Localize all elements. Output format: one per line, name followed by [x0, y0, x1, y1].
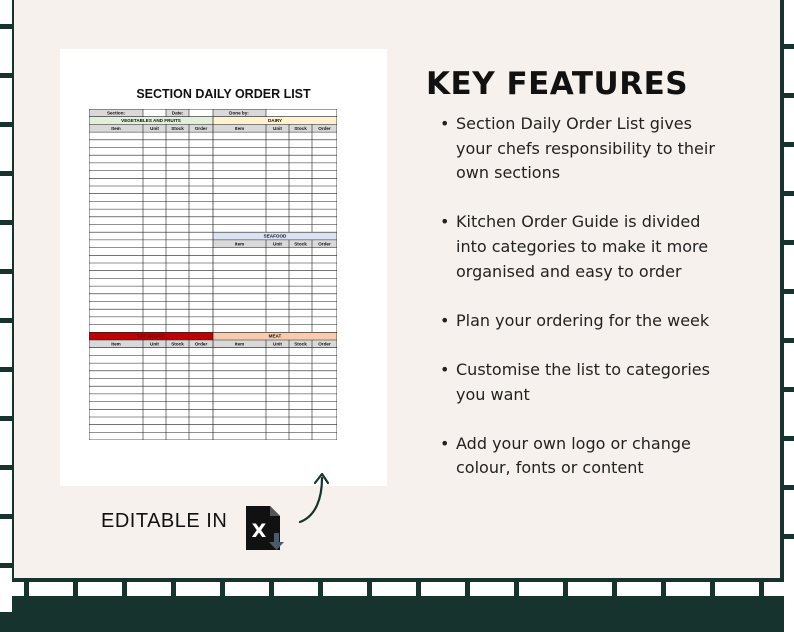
frame-brick — [0, 0, 12, 24]
frame-brick — [784, 245, 794, 289]
feature-gap — [440, 186, 740, 211]
frame-brick — [617, 582, 661, 596]
frame-brick — [764, 582, 794, 596]
excel-download-icon — [240, 503, 288, 555]
editable-in-label: EDITABLE IN — [101, 510, 228, 532]
table-text: Item — [111, 125, 121, 131]
frame-brick — [666, 582, 710, 596]
table-text: DRY GOODS — [137, 333, 165, 339]
table-text: SEAFOOD — [263, 233, 287, 239]
feature-line: organised and easy to order — [456, 261, 682, 281]
feature-item — [440, 432, 740, 481]
table-text: Stock — [294, 125, 307, 131]
frame-brick — [715, 582, 759, 596]
frame-brick — [0, 29, 12, 73]
frame-brick — [784, 294, 794, 338]
features-title: KEY FEATURES — [426, 66, 689, 102]
table-text: Order — [194, 125, 208, 131]
table-text: Order — [318, 125, 331, 131]
curved-arrow-icon — [292, 468, 332, 528]
table-text: MEAT — [268, 333, 282, 339]
feature-item — [440, 309, 740, 334]
frame-brick — [784, 196, 794, 240]
frame-brick — [0, 274, 12, 318]
feature-gap — [440, 284, 740, 309]
feature-line: • Plan your ordering for the week — [456, 310, 710, 330]
table-text: Unit — [150, 341, 159, 347]
frame-brick — [0, 372, 12, 416]
frame-brick — [784, 0, 794, 44]
feature-line: your chefs responsibility to their — [456, 138, 715, 158]
table-text: Unit — [273, 241, 282, 247]
table-text: Unit — [273, 125, 282, 131]
table-text: Order — [194, 341, 208, 347]
frame-brick — [29, 582, 73, 596]
feature-line: • Kitchen Order Guide is divided — [456, 212, 701, 232]
table-text: Done by: — [229, 110, 249, 116]
table-text: Item — [234, 241, 245, 247]
feature-line: • Section Daily Order List gives — [456, 114, 692, 133]
frame-brick — [0, 176, 12, 220]
frame-brick — [0, 519, 12, 563]
table-text: Section: — [106, 110, 126, 116]
frame-brick — [372, 582, 416, 596]
table-text: Item — [111, 341, 121, 347]
frame-brick — [784, 441, 794, 485]
frame-brick — [0, 421, 12, 465]
feature-line: into categories to make it more — [456, 236, 709, 256]
feature-gap — [440, 333, 740, 358]
frame-brick — [784, 49, 794, 93]
frame-brick — [0, 225, 12, 269]
table-text: VEGETABLES AND FRUITS — [121, 118, 181, 124]
feature-item — [440, 112, 740, 186]
frame-brick — [225, 582, 269, 596]
feature-line: own sections — [456, 163, 561, 183]
frame-brick — [784, 539, 794, 583]
table-text: Item — [234, 341, 245, 347]
frame-brick — [78, 582, 122, 596]
frame-brick — [0, 582, 24, 596]
frame-brick — [0, 78, 12, 122]
frame-brick — [274, 582, 318, 596]
feature-line: colour, fonts or content — [456, 458, 644, 478]
document-title: SECTION DAILY ORDER LIST — [136, 87, 311, 101]
frame-brick — [176, 582, 220, 596]
frame-brick — [421, 582, 465, 596]
frame-brick — [470, 582, 514, 596]
table-text: Stock — [294, 241, 307, 247]
table-text: Unit — [273, 341, 282, 347]
frame-brick — [127, 582, 171, 596]
feature-item — [440, 358, 740, 407]
table-text: Order — [318, 241, 331, 247]
frame-brick — [0, 323, 12, 367]
table-text: Order — [318, 341, 331, 347]
frame-brick — [0, 470, 12, 514]
table-text: Stock — [171, 125, 184, 131]
frame-brick — [0, 127, 12, 171]
frame-brick — [784, 147, 794, 191]
frame-brick — [784, 343, 794, 387]
table-text: Unit — [150, 125, 159, 131]
features-list — [440, 112, 740, 481]
table-text: DAIRY — [267, 118, 283, 124]
frame-brick — [568, 582, 612, 596]
frame-brick — [784, 98, 794, 142]
frame-brick — [784, 392, 794, 436]
table-text: Item — [234, 125, 245, 131]
frame-brick — [519, 582, 563, 596]
feature-gap — [440, 407, 740, 432]
feature-line: • Add your own logo or change — [456, 433, 691, 453]
order-list-table — [89, 109, 337, 440]
table-text: Date: — [171, 110, 184, 116]
feature-line: you want — [456, 384, 530, 404]
frame-brick — [784, 490, 794, 534]
feature-item — [440, 210, 740, 284]
table-text: Stock — [171, 341, 184, 347]
feature-line: • Customise the list to categories — [456, 359, 710, 379]
frame-brick — [323, 582, 367, 596]
table-text: Stock — [294, 341, 307, 347]
excel-icon-letter: X — [251, 520, 267, 542]
